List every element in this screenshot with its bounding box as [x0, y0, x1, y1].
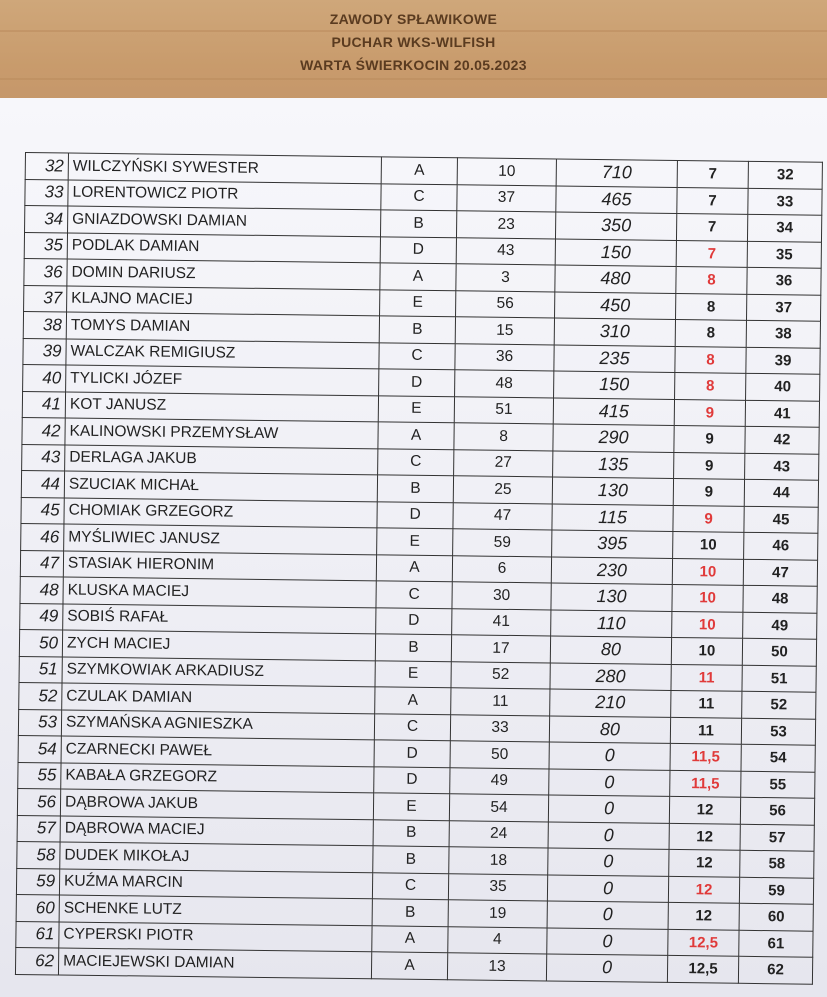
points-cell: 12 — [669, 796, 740, 823]
sector-cell: B — [373, 819, 449, 846]
header-title: ZAWODY SPŁAWIKOWE — [329, 11, 498, 27]
number-cell: 8 — [454, 423, 553, 451]
weight-cell: 290 — [553, 424, 674, 452]
position-cell: 34 — [25, 206, 68, 233]
points-cell: 12,5 — [668, 929, 739, 956]
position-cell: 49 — [20, 603, 63, 630]
number-cell: 41 — [452, 608, 551, 636]
name-cell: DĄBROWA JAKUB — [60, 789, 373, 819]
position-cell: 45 — [21, 497, 64, 524]
name-cell: MYŚLIWIEC JANUSZ — [64, 524, 377, 554]
name-cell: DĄBROWA MACIEJ — [60, 815, 373, 845]
points-cell: 10 — [671, 637, 742, 664]
place-cell: 39 — [746, 347, 820, 374]
name-cell: KOT JANUSZ — [65, 392, 378, 422]
points-cell: 10 — [672, 584, 743, 611]
points-cell: 11,5 — [670, 743, 741, 770]
name-cell: DERLAGA JAKUB — [65, 445, 378, 475]
name-cell: KALINOWSKI PRZEMYSŁAW — [65, 418, 378, 448]
points-cell: 8 — [676, 266, 747, 293]
name-cell: SZYMKOWIAK ARKADIUSZ — [62, 656, 375, 686]
name-cell: SCHENKE LUTZ — [59, 895, 372, 925]
sector-cell: A — [381, 157, 457, 184]
weight-cell: 115 — [552, 503, 673, 531]
position-cell: 46 — [21, 523, 64, 550]
points-cell: 9 — [674, 399, 745, 426]
position-cell: 58 — [17, 841, 60, 868]
sector-cell: D — [376, 607, 452, 634]
position-cell: 40 — [23, 364, 66, 391]
number-cell: 51 — [454, 396, 553, 424]
name-cell: GNIAZDOWSKI DAMIAN — [68, 206, 381, 236]
name-cell: KABAŁA GRZEGORZ — [61, 762, 374, 792]
position-cell: 36 — [24, 258, 67, 285]
sector-cell: C — [381, 183, 457, 210]
place-cell: 43 — [745, 453, 819, 480]
place-cell: 45 — [744, 506, 818, 533]
number-cell: 11 — [451, 688, 550, 716]
sector-cell: C — [379, 342, 455, 369]
points-cell: 10 — [673, 531, 744, 558]
place-cell: 47 — [743, 559, 817, 586]
sector-cell: E — [373, 793, 449, 820]
position-cell: 51 — [19, 656, 62, 683]
sector-cell: B — [379, 316, 455, 343]
sector-cell: C — [372, 872, 448, 899]
place-cell: 61 — [739, 930, 813, 957]
place-cell: 51 — [742, 665, 816, 692]
position-cell: 39 — [23, 338, 66, 365]
position-cell: 44 — [21, 470, 64, 497]
position-cell: 47 — [20, 550, 63, 577]
number-cell: 19 — [448, 900, 547, 928]
position-cell: 60 — [16, 894, 59, 921]
sector-cell: B — [373, 846, 449, 873]
sector-cell: A — [378, 422, 454, 449]
sector-cell: B — [377, 475, 453, 502]
points-cell: 8 — [675, 319, 746, 346]
points-cell: 9 — [674, 425, 745, 452]
points-cell: 9 — [673, 478, 744, 505]
points-cell: 7 — [676, 240, 747, 267]
sector-cell: E — [377, 528, 453, 555]
name-cell: CYPERSKI PIOTR — [59, 921, 372, 951]
weight-cell: 395 — [552, 530, 673, 558]
weight-cell: 0 — [547, 874, 668, 902]
position-cell: 62 — [15, 947, 58, 974]
number-cell: 43 — [456, 237, 555, 265]
place-cell: 53 — [741, 718, 815, 745]
number-cell: 52 — [451, 661, 550, 689]
points-cell: 12 — [668, 876, 739, 903]
sector-cell: C — [374, 713, 450, 740]
position-cell: 35 — [24, 232, 67, 259]
name-cell: PODLAK DAMIAN — [67, 233, 380, 263]
name-cell: LORENTOWICZ PIOTR — [68, 180, 381, 210]
weight-cell: 135 — [553, 450, 674, 478]
sector-cell: A — [380, 263, 456, 290]
weight-cell: 0 — [549, 742, 670, 770]
name-cell: WALCZAK REMIGIUSZ — [66, 339, 379, 369]
weight-cell: 80 — [550, 636, 671, 664]
name-cell: CZARNECKI PAWEŁ — [61, 736, 374, 766]
number-cell: 33 — [450, 714, 549, 742]
place-cell: 34 — [747, 214, 821, 241]
name-cell: CZULAK DAMIAN — [62, 683, 375, 713]
sector-cell: D — [374, 766, 450, 793]
weight-cell: 415 — [553, 397, 674, 425]
weight-cell: 710 — [556, 159, 677, 187]
weight-cell: 480 — [555, 265, 676, 293]
number-cell: 24 — [449, 820, 548, 848]
place-cell: 62 — [738, 956, 812, 983]
results-table — [15, 152, 823, 984]
sector-cell: A — [375, 687, 451, 714]
name-cell: KLUSKA MACIEJ — [63, 577, 376, 607]
place-cell: 42 — [745, 426, 819, 453]
position-cell: 59 — [16, 868, 59, 895]
weight-cell: 210 — [550, 689, 671, 717]
number-cell: 27 — [454, 449, 553, 477]
number-cell: 54 — [449, 794, 548, 822]
place-cell: 57 — [740, 824, 814, 851]
place-cell: 44 — [744, 479, 818, 506]
number-cell: 50 — [450, 741, 549, 769]
position-cell: 52 — [19, 682, 62, 709]
weight-cell: 0 — [548, 848, 669, 876]
points-cell: 9 — [673, 505, 744, 532]
points-cell: 8 — [675, 372, 746, 399]
points-cell: 7 — [677, 160, 748, 187]
name-cell: STASIAK HIERONIM — [63, 551, 376, 581]
number-cell: 6 — [452, 555, 551, 583]
position-cell: 37 — [24, 285, 67, 312]
sector-cell: B — [380, 210, 456, 237]
place-cell: 59 — [739, 877, 813, 904]
sector-cell: E — [378, 395, 454, 422]
points-cell: 12 — [669, 849, 740, 876]
place-cell: 46 — [744, 532, 818, 559]
weight-cell: 0 — [546, 954, 667, 982]
points-cell: 12 — [668, 902, 739, 929]
number-cell: 56 — [456, 290, 555, 318]
weight-cell: 0 — [547, 901, 668, 929]
points-cell: 7 — [677, 187, 748, 214]
position-cell: 48 — [20, 576, 63, 603]
header-cup: PUCHAR WKS-WILFISH — [331, 34, 496, 50]
place-cell: 56 — [740, 797, 814, 824]
number-cell: 37 — [457, 184, 556, 212]
place-cell: 38 — [746, 320, 820, 347]
position-cell: 55 — [18, 762, 61, 789]
number-cell: 47 — [453, 502, 552, 530]
position-cell: 56 — [17, 788, 60, 815]
place-cell: 48 — [743, 585, 817, 612]
name-cell: TYLICKI JÓZEF — [66, 365, 379, 395]
header-venue-date: WARTA ŚWIERKOCIN 20.05.2023 — [300, 57, 527, 73]
points-cell: 11 — [670, 717, 741, 744]
number-cell: 30 — [452, 582, 551, 610]
weight-cell: 280 — [550, 662, 671, 690]
position-cell: 43 — [22, 444, 65, 471]
number-cell: 35 — [448, 873, 547, 901]
place-cell: 37 — [746, 294, 820, 321]
name-cell: KLAJNO MACIEJ — [67, 286, 380, 316]
name-cell: SOBIŚ RAFAŁ — [63, 603, 376, 633]
place-cell: 60 — [739, 903, 813, 930]
number-cell: 48 — [455, 370, 554, 398]
sector-cell: B — [372, 899, 448, 926]
sector-cell: B — [375, 634, 451, 661]
place-cell: 35 — [747, 241, 821, 268]
weight-cell: 450 — [555, 291, 676, 319]
number-cell: 59 — [453, 529, 552, 557]
number-cell: 4 — [448, 926, 547, 954]
sector-cell: A — [372, 925, 448, 952]
place-cell: 49 — [743, 612, 817, 639]
weight-cell: 130 — [552, 477, 673, 505]
number-cell: 25 — [453, 476, 552, 504]
weight-cell: 150 — [555, 238, 676, 266]
place-cell: 36 — [747, 267, 821, 294]
name-cell: ZYCH MACIEJ — [62, 630, 375, 660]
number-cell: 13 — [447, 953, 546, 981]
sector-cell: E — [380, 289, 456, 316]
name-cell: DUDEK MIKOŁAJ — [60, 842, 373, 872]
position-cell: 38 — [23, 311, 66, 338]
weight-cell: 0 — [548, 821, 669, 849]
position-cell: 57 — [17, 815, 60, 842]
sector-cell: C — [378, 448, 454, 475]
number-cell: 17 — [451, 635, 550, 663]
number-cell: 49 — [450, 767, 549, 795]
weight-cell: 230 — [551, 556, 672, 584]
weight-cell: 150 — [554, 371, 675, 399]
position-cell: 41 — [22, 391, 65, 418]
name-cell: CHOMIAK GRZEGORZ — [64, 498, 377, 528]
position-cell: 54 — [18, 735, 61, 762]
name-cell: SZUCIAK MICHAŁ — [64, 471, 377, 501]
points-cell: 7 — [676, 213, 747, 240]
weight-cell: 80 — [549, 715, 670, 743]
weight-cell: 110 — [551, 609, 672, 637]
board-grain — [0, 78, 827, 80]
place-cell: 50 — [742, 638, 816, 665]
points-cell: 10 — [672, 611, 743, 638]
sector-cell: D — [380, 236, 456, 263]
place-cell: 41 — [745, 400, 819, 427]
weight-cell: 130 — [551, 583, 672, 611]
position-cell: 32 — [25, 153, 68, 180]
points-cell: 8 — [675, 346, 746, 373]
points-cell: 10 — [672, 558, 743, 585]
weight-cell: 0 — [548, 795, 669, 823]
place-cell: 52 — [742, 691, 816, 718]
position-cell: 50 — [19, 629, 62, 656]
place-cell: 32 — [748, 161, 822, 188]
weight-cell: 0 — [547, 927, 668, 955]
name-cell: DOMIN DARIUSZ — [67, 259, 380, 289]
name-cell: WILCZYŃSKI SYWESTER — [68, 153, 381, 183]
place-cell: 55 — [741, 771, 815, 798]
points-cell: 12 — [669, 823, 740, 850]
place-cell: 54 — [741, 744, 815, 771]
weight-cell: 350 — [555, 212, 676, 240]
weight-cell: 0 — [549, 768, 670, 796]
number-cell: 3 — [456, 264, 555, 292]
place-cell: 33 — [748, 188, 822, 215]
name-cell: SZYMAŃSKA AGNIESZKA — [61, 709, 374, 739]
number-cell: 36 — [455, 343, 554, 371]
points-cell: 12,5 — [667, 955, 738, 982]
weight-cell: 235 — [554, 344, 675, 372]
name-cell: TOMYS DAMIAN — [66, 312, 379, 342]
position-cell: 53 — [18, 709, 61, 736]
sector-cell: D — [377, 501, 453, 528]
sector-cell: D — [379, 369, 455, 396]
points-cell: 11 — [671, 690, 742, 717]
name-cell: KUŹMA MARCIN — [59, 868, 372, 898]
points-cell: 8 — [676, 293, 747, 320]
number-cell: 15 — [455, 317, 554, 345]
sector-cell: D — [374, 740, 450, 767]
number-cell: 10 — [457, 158, 556, 186]
points-cell: 9 — [674, 452, 745, 479]
sector-cell: E — [375, 660, 451, 687]
position-cell: 33 — [25, 179, 68, 206]
weight-cell: 310 — [554, 318, 675, 346]
place-cell: 58 — [740, 850, 814, 877]
number-cell: 18 — [449, 847, 548, 875]
place-cell: 40 — [746, 373, 820, 400]
document-header — [0, 0, 827, 77]
position-cell: 61 — [16, 921, 59, 948]
sector-cell: C — [376, 581, 452, 608]
sector-cell: A — [371, 952, 447, 979]
name-cell: MACIEJEWSKI DAMIAN — [58, 948, 371, 978]
weight-cell: 465 — [556, 185, 677, 213]
sector-cell: A — [376, 554, 452, 581]
position-cell: 42 — [22, 417, 65, 444]
points-cell: 11,5 — [670, 770, 741, 797]
points-cell: 11 — [671, 664, 742, 691]
number-cell: 23 — [456, 211, 555, 239]
